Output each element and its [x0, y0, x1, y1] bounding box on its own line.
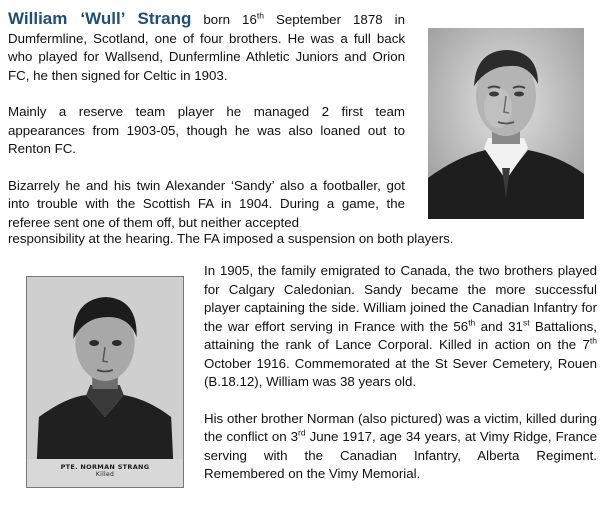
paragraph-twin: Bizarrely he and his twin Alexander ‘Sandy’ also a footballer, got into trouble with the Scottish FA in 1904. During a game, the referee sent one of them off, but neither accepted	[8, 177, 405, 230]
photo-norman-strang	[26, 276, 184, 488]
caption-status: Killed	[95, 471, 115, 478]
emigration-text	[204, 262, 597, 484]
paragraph-career: Mainly a reserve team player he managed 2 first team appearances from 1903-05, though he was also loaned out to Renton FC.	[8, 104, 405, 156]
paragraph-canada: In 1905, the family emigrated to Canada, the two brothers played for Calgary Caledonian. Sandy became the more successful player captaining the side. William joined the Canadian Infantry for the war effort serving in France with the 56th and 31st Battalions, attaining the rank of Lance Corporal. Killed in action on the 7th October 1916. Commemorated at the St Sever Cemetery, Rouen (B.18.12), William was 38 years old.	[204, 263, 597, 389]
paragraph-norman: His other brother Norman (also pictured) was a victim, killed during the conflict on 3rd June 1917, age 34 years, at Vimy Ridge, France serving with the Canadian Infantry, Alberta Regiment. Remembered on the Vimy Memorial.	[204, 410, 598, 481]
caption-name: PTE. NORMAN STRANG	[60, 463, 150, 471]
intro-text	[8, 10, 405, 232]
paragraph-twin-last-line: responsibility at the hearing. The FA imposed a suspension on both players.	[8, 231, 454, 246]
photo-william-strang	[428, 28, 584, 219]
photo-caption	[27, 463, 183, 479]
article-title: William ‘Wull’ Strang	[8, 9, 192, 28]
paragraph-born: William ‘Wull’ Strang born 16th September 1878 in Dumfermline, Scotland, one of four brothers. He was a full back who played for Wallsend, Dunfermline Athletic Juniors and Orion FC, he then signed for Celtic in 1903.	[8, 9, 405, 83]
